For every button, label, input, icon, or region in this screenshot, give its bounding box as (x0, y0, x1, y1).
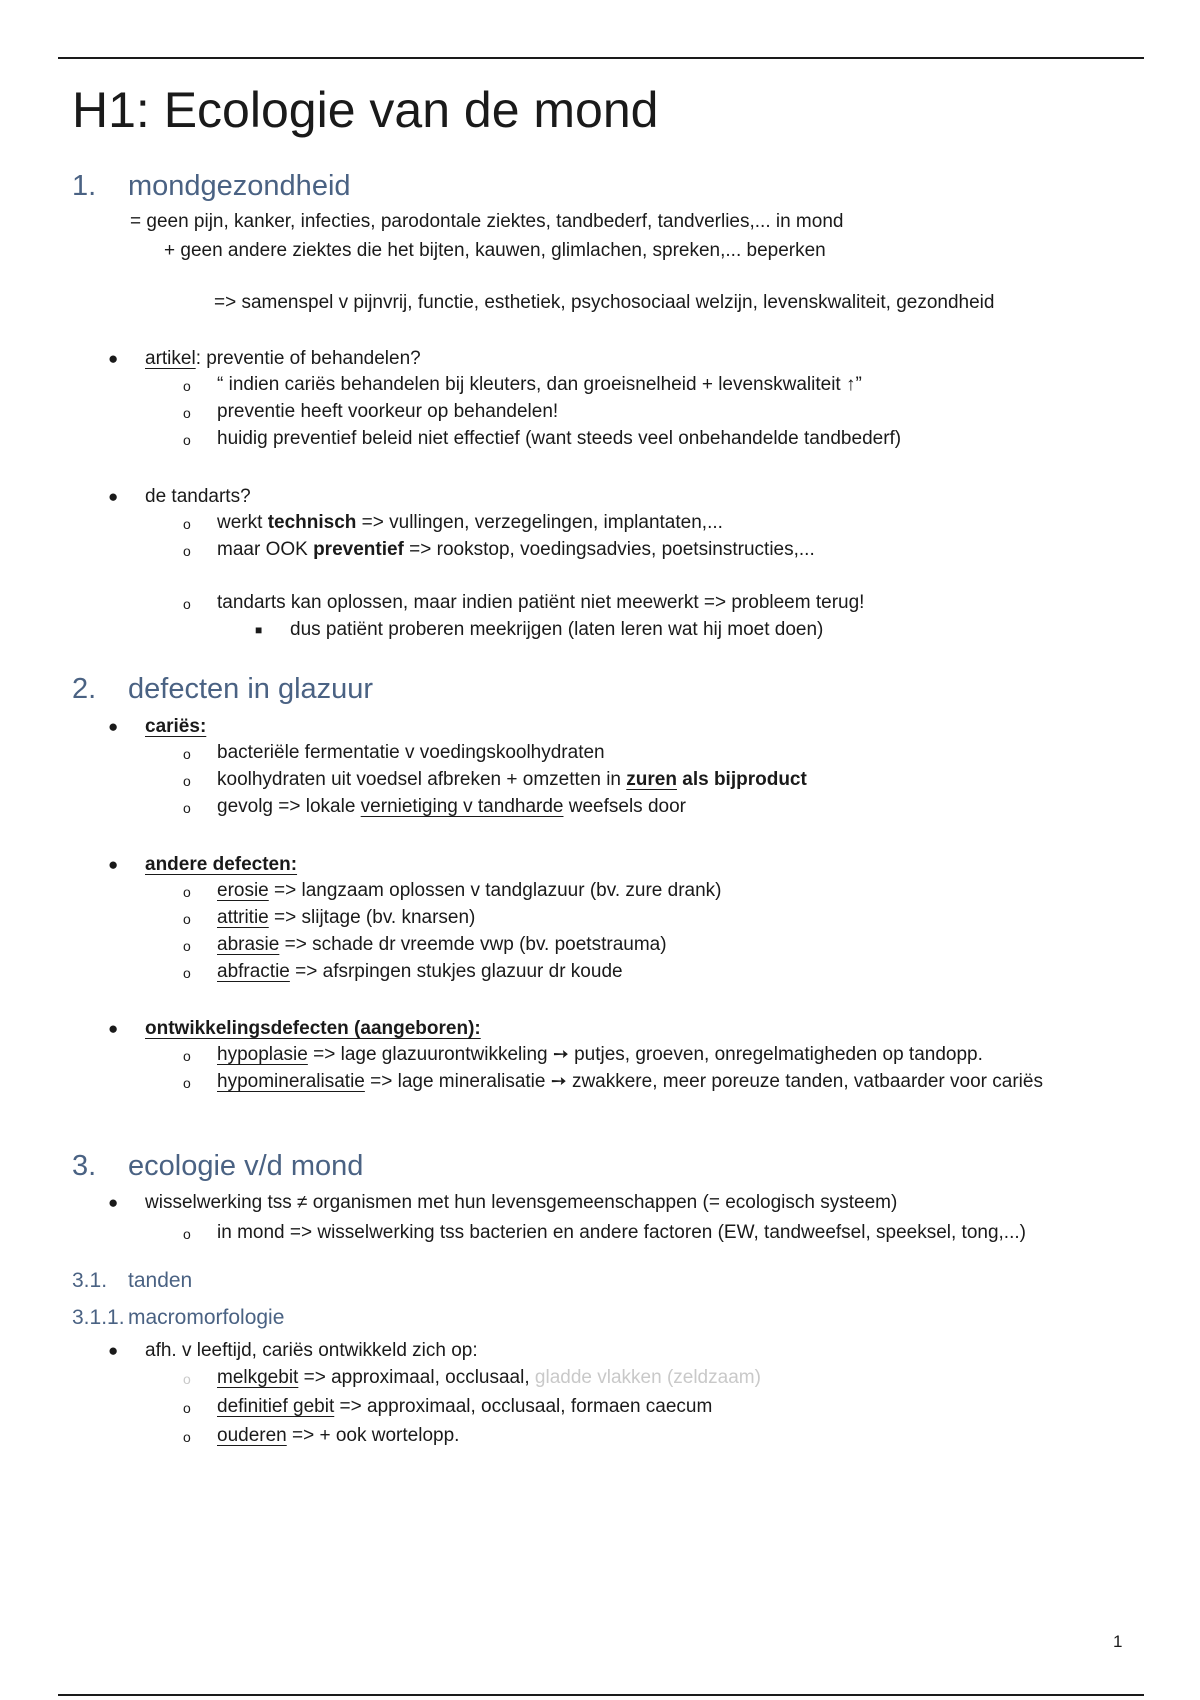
list-item: abfractie => afsrpingen stukjes glazuur dr koude (217, 961, 623, 982)
list-item: tandarts kan oplossen, maar indien patiënt niet meewerkt => probleem terug! (217, 592, 865, 613)
list-item: artikel: preventie of behandelen? (145, 348, 421, 369)
list-item: ontwikkelingsdefecten (aangeboren): (145, 1018, 481, 1039)
list-item: huidig preventief beleid niet effectief (want steeds veel onbehandelde tandbederf) (217, 428, 902, 449)
list-item: gevolg => lokale vernietiging v tandharde weefsels door (217, 796, 686, 817)
top-rule (58, 57, 1144, 59)
list-item: wisselwerking tss ≠ organismen met hun levensgemeenschappen (= ecologisch systeem) (145, 1192, 898, 1213)
bullet-disc-icon: ● (108, 349, 119, 368)
list-item: ouderen => + ook wortelopp. (217, 1425, 460, 1446)
subsection-number: 3.1. (72, 1269, 108, 1292)
section-number: 1. (72, 170, 97, 202)
subsection-title: macromorfologie (128, 1306, 285, 1329)
bullet-circle-icon: o (183, 1075, 191, 1091)
list-item: “ indien cariës behandelen bij kleuters, dan groeisnelheid + levenskwaliteit ↑” (217, 374, 862, 395)
subsection-heading (72, 1268, 192, 1294)
section-3-heading (72, 1148, 363, 1184)
list-item: hypomineralisatie => lage mineralisatie ➙ zwakkere, meer poreuze tanden, vatbaarder voor cariës (217, 1071, 1043, 1092)
list-item: maar OOK preventief => rookstop, voedingsadvies, poetsinstructies,... (217, 539, 815, 560)
bullet-circle-icon: o (183, 1371, 191, 1387)
subsection-number: 3.1.1. (72, 1306, 125, 1329)
section-title: mondgezondheid (128, 170, 351, 202)
bullet-circle-icon: o (183, 938, 191, 954)
bullet-circle-icon: o (183, 1400, 191, 1416)
definition-line: + geen andere ziektes die het bijten, kauwen, glimlachen, spreken,... beperken (164, 240, 826, 261)
definition-line: = geen pijn, kanker, infecties, parodontale ziektes, tandbederf, tandverlies,... in mond (130, 211, 844, 232)
section-number: 3. (72, 1150, 97, 1182)
bullet-disc-icon: ● (108, 855, 119, 874)
list-item: de tandarts? (145, 486, 251, 507)
bullet-circle-icon: o (183, 800, 191, 816)
section-title: ecologie v/d mond (128, 1150, 364, 1182)
section-2-heading (72, 671, 373, 707)
bullet-circle-icon: o (183, 543, 191, 559)
section-title: defecten in glazuur (128, 673, 374, 705)
bullet-circle-icon: o (183, 911, 191, 927)
page-number: 1 (1113, 1632, 1123, 1651)
list-item: definitief gebit => approximaal, occlusaal, formaen caecum (217, 1396, 713, 1417)
list-item: hypoplasie => lage glazuurontwikkeling ➙ putjes, groeven, onregelmatigheden op tandopp. (217, 1044, 983, 1065)
bullet-circle-icon: o (183, 596, 191, 612)
bullet-circle-icon: o (183, 1048, 191, 1064)
bullet-circle-icon: o (183, 378, 191, 394)
bullet-disc-icon: ● (108, 717, 119, 736)
bullet-circle-icon: o (183, 405, 191, 421)
bullet-circle-icon: o (183, 773, 191, 789)
section-number: 2. (72, 673, 97, 705)
bullet-disc-icon: ● (108, 1019, 119, 1038)
bullet-disc-icon: ● (108, 487, 119, 506)
section-1-heading (72, 168, 351, 204)
bullet-square-icon: ■ (255, 623, 263, 637)
bullet-circle-icon: o (183, 746, 191, 762)
list-item: melkgebit => approximaal, occlusaal, gladde vlakken (zeldzaam) (217, 1367, 761, 1388)
list-item: abrasie => schade dr vreemde vwp (bv. poetstrauma) (217, 934, 667, 955)
bullet-circle-icon: o (183, 516, 191, 532)
list-item: andere defecten: (145, 854, 298, 875)
subsubsection-heading (72, 1305, 284, 1331)
list-item: koolhydraten uit voedsel afbreken + omzetten in zuren als bijproduct (217, 769, 807, 790)
bullet-circle-icon: o (183, 884, 191, 900)
list-item: erosie => langzaam oplossen v tandglazuur (bv. zure drank) (217, 880, 722, 901)
list-item: preventie heeft voorkeur op behandelen! (217, 401, 559, 422)
list-item: in mond => wisselwerking tss bacterien en andere factoren (EW, tandweefsel, speeksel, tong,...) (217, 1222, 1026, 1243)
bullet-disc-icon: ● (108, 1341, 119, 1360)
subsection-title: tanden (128, 1269, 193, 1292)
bullet-disc-icon: ● (108, 1193, 119, 1212)
list-item: werkt technisch => vullingen, verzegelingen, implantaten,... (217, 512, 723, 533)
list-item: bacteriële fermentatie v voedingskoolhydraten (217, 742, 605, 763)
bullet-circle-icon: o (183, 1226, 191, 1242)
definition-line: => samenspel v pijnvrij, functie, esthetiek, psychosociaal welzijn, levenskwaliteit, gezondheid (214, 292, 995, 313)
bullet-circle-icon: o (183, 432, 191, 448)
bottom-rule (58, 1694, 1144, 1696)
list-item: attritie => slijtage (bv. knarsen) (217, 907, 476, 928)
bullet-circle-icon: o (183, 1429, 191, 1445)
list-item: dus patiënt proberen meekrijgen (laten leren wat hij moet doen) (290, 619, 824, 640)
list-item: afh. v leeftijd, cariës ontwikkeld zich op: (145, 1340, 478, 1361)
list-item: cariës: (145, 716, 207, 737)
page-title: H1: Ecologie van de mond (72, 82, 659, 138)
bullet-circle-icon: o (183, 965, 191, 981)
